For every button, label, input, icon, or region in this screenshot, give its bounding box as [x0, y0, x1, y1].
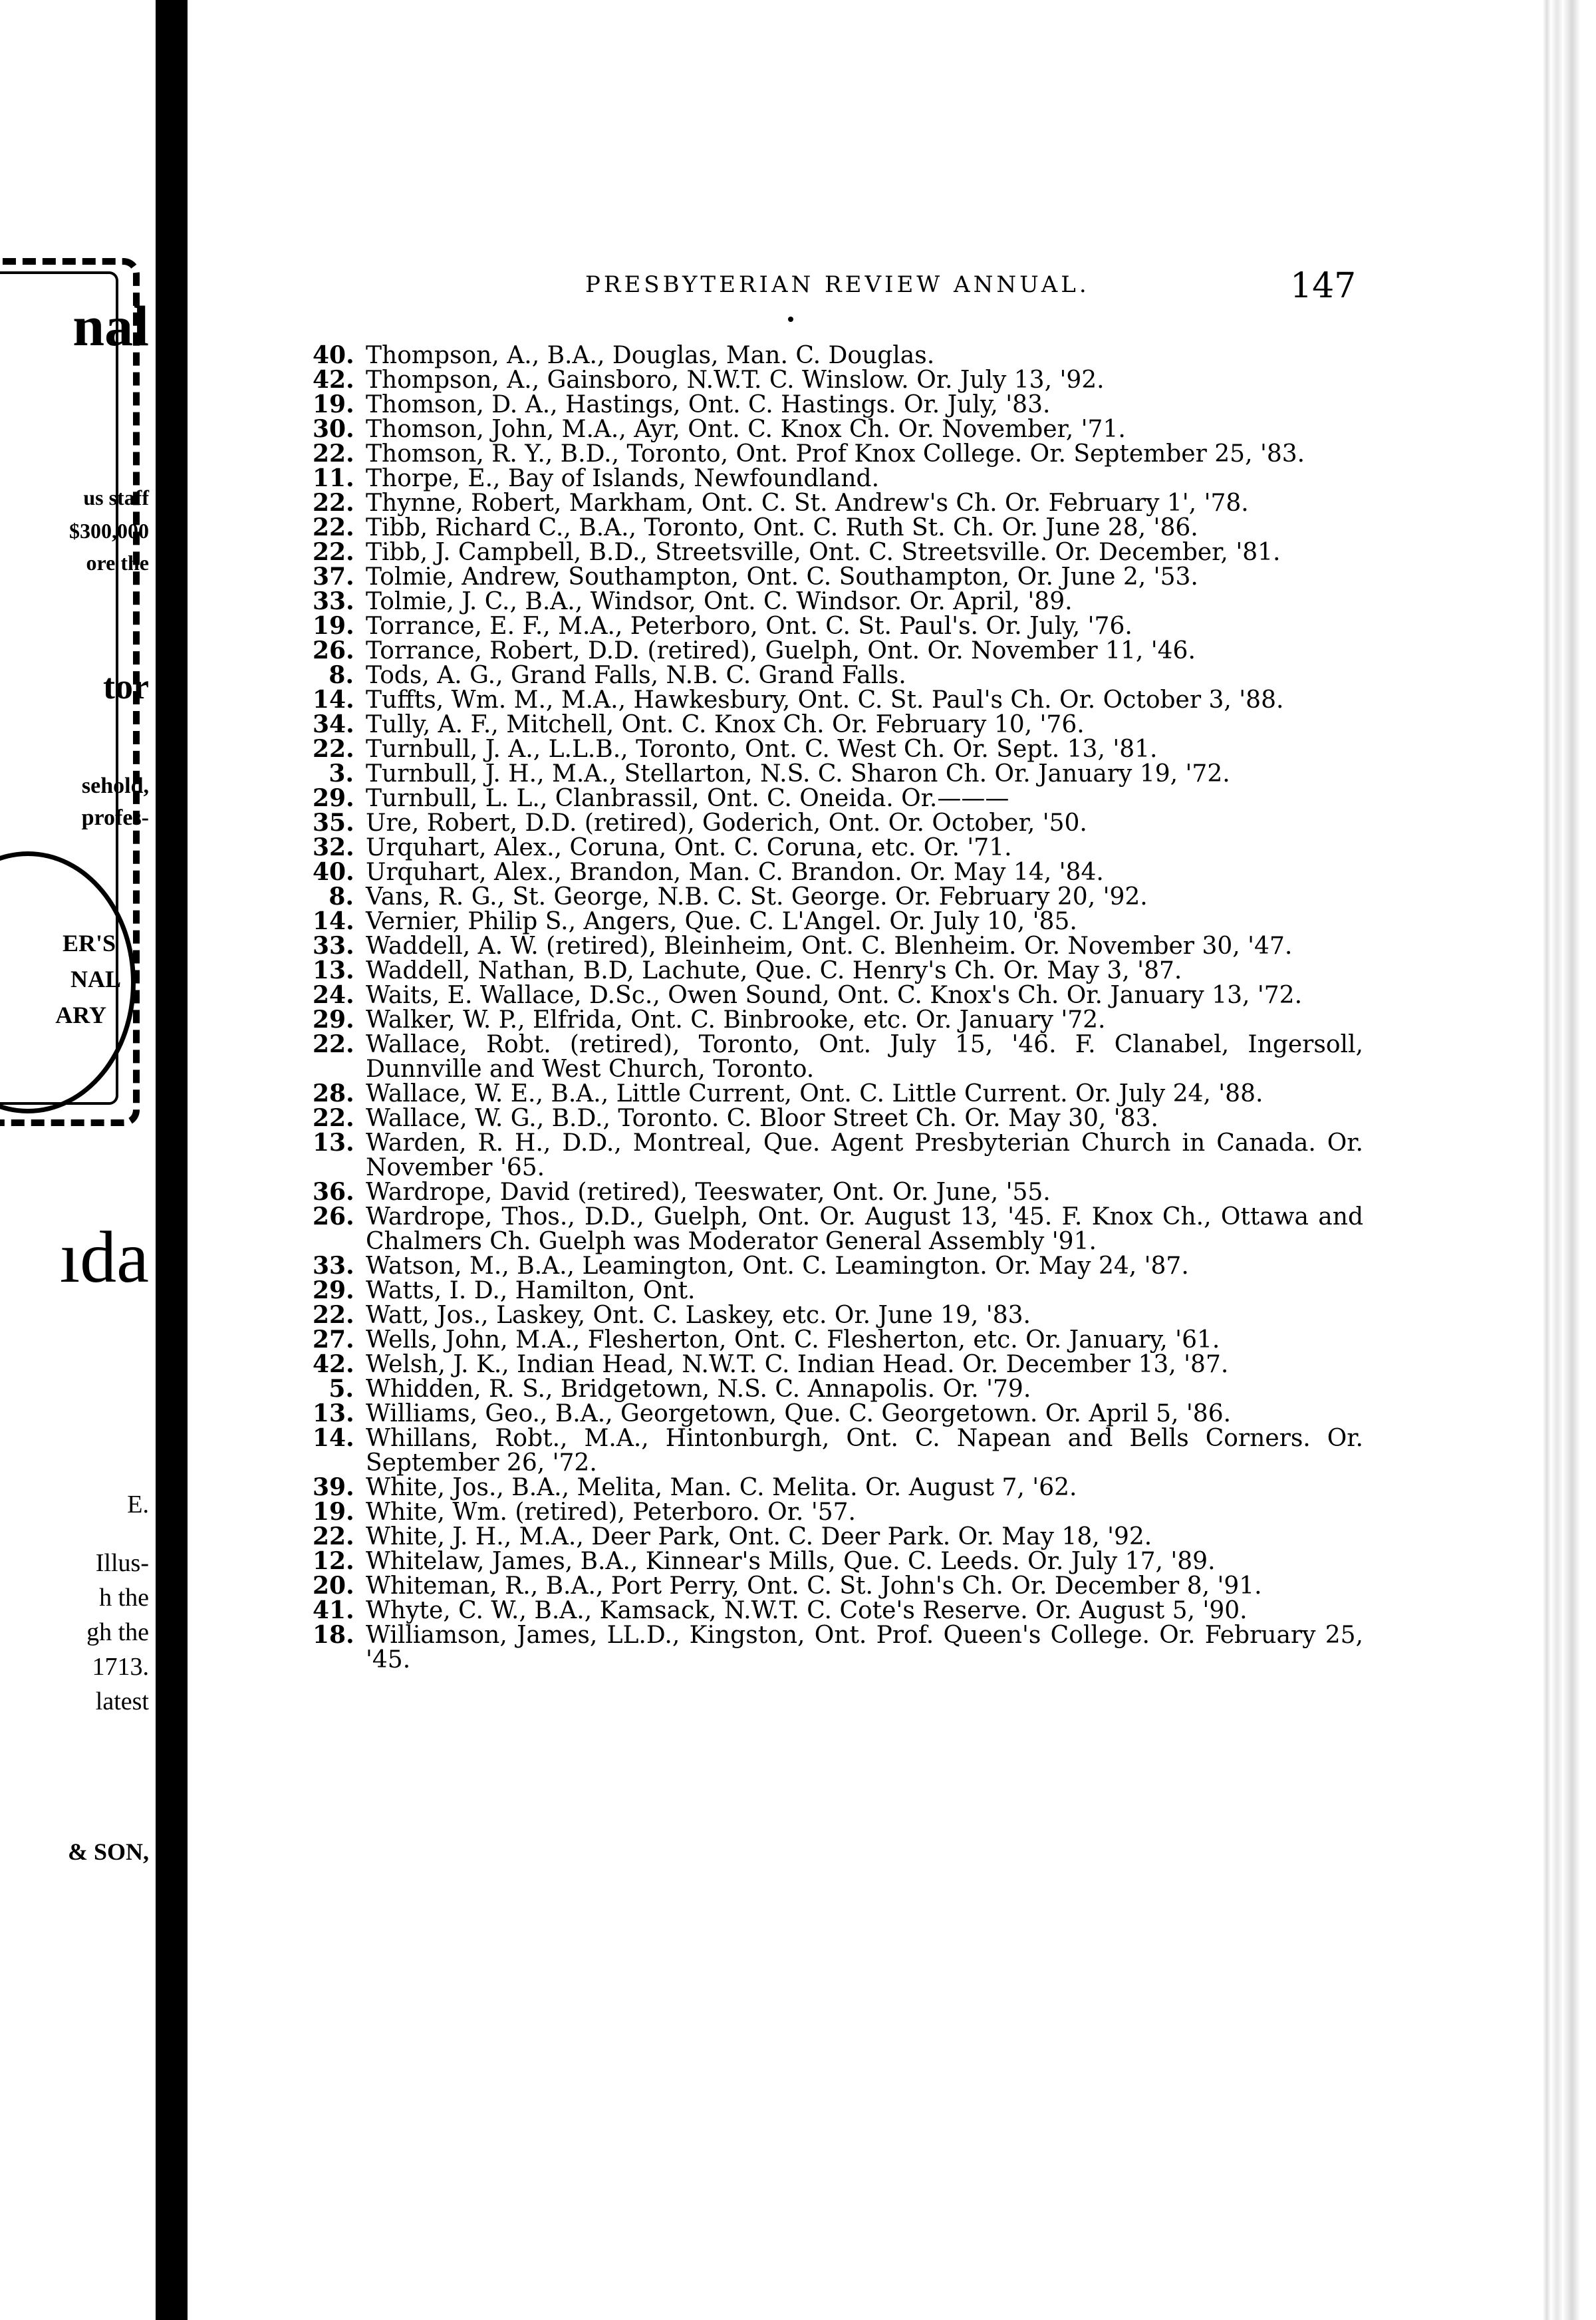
directory-entry: [313, 515, 1363, 540]
entry-text: Wallace, W. G., B.D., Toronto. C. Bloor Street Ch. Or. May 30, '83.: [366, 1105, 1158, 1132]
directory-entry: [313, 934, 1363, 958]
entry-text: Wardrope, Thos., D.D., Guelph, Ont. Or. August 13, '45. F. Knox Ch., Ottawa and Chalmers Ch. Guelph was Moderator General Assembly '91.: [366, 1203, 1363, 1255]
entry-number: 22.: [313, 1522, 354, 1550]
entry-text: Turnbull, J. H., M.A., Stellarton, N.S. C. Sharon Ch. Or. January 19, '72.: [366, 760, 1230, 788]
directory-entry: [313, 762, 1363, 786]
directory-entry: [313, 1623, 1363, 1672]
entry-number: 28.: [313, 1080, 354, 1107]
entry-number: 41.: [313, 1596, 354, 1624]
directory-entry: [313, 1426, 1363, 1475]
entry-text: Wallace, W. E., B.A., Little Current, Ont. C. Little Current. Or. July 24, '88.: [366, 1080, 1264, 1107]
entry-text: Warden, R. H., D.D., Montreal, Que. Agent Presbyterian Church in Canada. Or. November '65.: [366, 1129, 1363, 1181]
entry-number: 42.: [313, 366, 354, 394]
entry-number: 26.: [313, 637, 354, 664]
directory-entry: [313, 1131, 1363, 1180]
page-number: 147: [1290, 266, 1357, 306]
entry-text: Watt, Jos., Laskey, Ont. C. Laskey, etc. Or. June 19, '83.: [366, 1302, 1031, 1329]
entry-text: Torrance, Robert, D.D. (retired), Guelph, Ont. Or. November 11, '46.: [366, 637, 1196, 664]
entry-text: Waddell, A. W. (retired), Bleinheim, Ont. C. Blenheim. Or. November 30, '47.: [366, 933, 1293, 960]
page-edges: [1543, 0, 1596, 2320]
left-text-sehold: sehold,: [81, 774, 149, 798]
left-text-1713: 1713.: [92, 1653, 149, 1681]
directory-entry: [313, 958, 1363, 983]
entry-text: Turnbull, J. A., L.L.B., Toronto, Ont. C. West Ch. Or. Sept. 13, '81.: [366, 736, 1158, 763]
entry-number: 33.: [313, 587, 354, 615]
entry-number: 14.: [313, 686, 354, 714]
entry-number: 19.: [313, 1498, 354, 1526]
entry-number: 5.: [329, 1375, 354, 1403]
entry-text: Thomson, D. A., Hastings, Ont. C. Hastings. Or. July, '83.: [366, 391, 1051, 418]
entry-number: 29.: [313, 1276, 354, 1304]
entry-text: Walker, W. P., Elfrida, Ont. C. Binbrooke, etc. Or. January '72.: [366, 1006, 1106, 1034]
entry-text: Whitelaw, James, B.A., Kinnear's Mills, Que. C. Leeds. Or. July 17, '89.: [366, 1548, 1216, 1575]
directory-entry: [313, 1205, 1363, 1254]
entry-text: Wardrope, David (retired), Teeswater, Ont. Or. June, '55.: [366, 1179, 1051, 1206]
directory-entry: [313, 540, 1363, 565]
seal-text-ers: ER'S: [62, 930, 116, 956]
entry-text: Whidden, R. S., Bridgetown, N.S. C. Annapolis. Or. '79.: [366, 1376, 1031, 1403]
entry-text: Urquhart, Alex., Coruna, Ont. C. Coruna, etc. Or. '71.: [366, 834, 1012, 861]
entry-text: Whyte, C. W., B.A., Kamsack, N.W.T. C. Cote's Reserve. Or. August 5, '90.: [366, 1597, 1248, 1624]
entry-number: 36.: [313, 1178, 354, 1206]
directory-entry: [313, 1278, 1363, 1303]
entry-text: Urquhart, Alex., Brandon, Man. C. Brandon. Or. May 14, '84.: [366, 859, 1104, 886]
directory-entry: [313, 1549, 1363, 1574]
entry-text: Thorpe, E., Bay of Islands, Newfoundland.: [366, 465, 880, 492]
entry-number: 20.: [313, 1572, 354, 1600]
directory-entry: [313, 909, 1363, 934]
left-text-son: & SON,: [67, 1838, 149, 1865]
entry-number: 34.: [313, 710, 354, 738]
entry-text: Thompson, A., B.A., Douglas, Man. C. Douglas.: [366, 342, 935, 369]
entry-number: 14.: [313, 907, 354, 935]
header-ornament-dot: [788, 317, 793, 322]
entry-number: 12.: [313, 1547, 354, 1575]
left-text-e: E.: [127, 1491, 149, 1519]
entry-text: Whillans, Robt., M.A., Hintonburgh, Ont. C. Napean and Bells Corners. Or. September 26, '72.: [366, 1425, 1363, 1477]
entry-number: 22.: [313, 1030, 354, 1058]
directory-entry: [313, 1032, 1363, 1082]
entry-text: Vans, R. G., St. George, N.B. C. St. George. Or. February 20, '92.: [366, 883, 1148, 911]
entry-number: 3.: [329, 760, 354, 788]
directory-entry: [313, 1500, 1363, 1524]
left-text-profes: profes-: [81, 805, 149, 830]
entry-text: Torrance, E. F., M.A., Peterboro, Ont. C. St. Paul's. Or. July, '76.: [366, 613, 1132, 640]
entry-text: Tully, A. F., Mitchell, Ont. C. Knox Ch. Or. February 10, '76.: [366, 711, 1085, 738]
directory-entry: [313, 663, 1363, 688]
left-text-illus: Illus-: [95, 1549, 149, 1577]
entry-text: Thompson, A., Gainsboro, N.W.T. C. Winslow. Or. July 13, '92.: [366, 366, 1105, 394]
entry-number: 8.: [329, 661, 354, 689]
entry-text: Ure, Robert, D.D. (retired), Goderich, Ont. Or. October, '50.: [366, 809, 1087, 837]
entry-number: 29.: [313, 784, 354, 812]
entry-text: Tolmie, J. C., B.A., Windsor, Ont. C. Windsor. Or. April, '89.: [366, 588, 1073, 615]
entry-text: Tibb, J. Campbell, B.D., Streetsville, Ont. C. Streetsville. Or. December, '81.: [366, 539, 1281, 566]
entry-text: Wells, John, M.A., Flesherton, Ont. C. Flesherton, etc. Or. January, '61.: [366, 1326, 1220, 1354]
entry-number: 18.: [313, 1621, 354, 1649]
directory-entry: [313, 1352, 1363, 1377]
directory-entry: [313, 688, 1363, 712]
directory-entry: [313, 417, 1363, 442]
directory-entry: [313, 589, 1363, 614]
entry-text: White, Jos., B.A., Melita, Man. C. Melita. Or. August 7, '62.: [366, 1474, 1077, 1501]
left-text-latest: latest: [95, 1687, 149, 1715]
directory-entry: [313, 491, 1363, 515]
entry-text: Welsh, J. K., Indian Head, N.W.T. C. Indian Head. Or. December 13, '87.: [366, 1351, 1229, 1378]
entry-text: White, J. H., M.A., Deer Park, Ont. C. Deer Park. Or. May 18, '92.: [366, 1523, 1152, 1550]
entry-number: 22.: [313, 1104, 354, 1132]
entry-number: 8.: [329, 883, 354, 911]
entry-text: Tods, A. G., Grand Falls, N.B. C. Grand Falls.: [366, 662, 906, 689]
entry-text: Thomson, John, M.A., Ayr, Ont. C. Knox Ch. Or. November, '71.: [366, 416, 1126, 443]
directory-entry: [313, 1328, 1363, 1352]
entry-number: 27.: [313, 1326, 354, 1354]
left-text-amount: $300,000: [69, 519, 149, 543]
directory-entry: [313, 1475, 1363, 1500]
entry-number: 22.: [313, 440, 354, 468]
entry-number: 29.: [313, 1006, 354, 1034]
directory-entry: [313, 1082, 1363, 1106]
minister-directory-list: [313, 343, 1363, 1672]
directory-entry: [313, 565, 1363, 589]
directory-entry: [313, 811, 1363, 835]
directory-entry: [313, 835, 1363, 860]
entry-number: 11.: [313, 464, 354, 492]
directory-entry: [313, 737, 1363, 762]
directory-entry: [313, 1524, 1363, 1549]
directory-entry: [313, 466, 1363, 491]
entry-text: White, Wm. (retired), Peterboro. Or. '57.: [366, 1499, 856, 1526]
directory-entry: [313, 343, 1363, 368]
entry-number: 40.: [313, 858, 354, 886]
entry-number: 19.: [313, 390, 354, 418]
entry-text: Tuffts, Wm. M., M.A., Hawkesbury, Ont. C. St. Paul's Ch. Or. October 3, '88.: [366, 686, 1284, 714]
directory-entry: [313, 1008, 1363, 1032]
directory-entry: [313, 1106, 1363, 1131]
entry-number: 33.: [313, 932, 354, 960]
directory-entry: [313, 1254, 1363, 1278]
left-text-hthe: h the: [99, 1584, 149, 1612]
directory-entry: [313, 983, 1363, 1008]
entry-text: Thomson, R. Y., B.D., Toronto, Ont. Prof Knox College. Or. September 25, '83.: [366, 440, 1305, 468]
entry-number: 22.: [313, 735, 354, 763]
directory-entry: [313, 1598, 1363, 1623]
book-gutter: [156, 0, 188, 2320]
entry-text: Tibb, Richard C., B.A., Toronto, Ont. C. Ruth St. Ch. Or. June 28, '86.: [366, 514, 1198, 541]
entry-text: Tolmie, Andrew, Southampton, Ont. C. Southampton, Or. June 2, '53.: [366, 563, 1198, 591]
entry-number: 22.: [313, 538, 354, 566]
entry-number: 33.: [313, 1252, 354, 1280]
entry-text: Williams, Geo., B.A., Georgetown, Que. C. Georgetown. Or. April 5, '86.: [366, 1400, 1232, 1427]
directory-entry: [313, 1303, 1363, 1328]
directory-entry: [313, 368, 1363, 392]
entry-number: 13.: [313, 1129, 354, 1157]
entry-text: Waits, E. Wallace, D.Sc., Owen Sound, Ont. C. Knox's Ch. Or. January 13, '72.: [366, 982, 1303, 1009]
entry-number: 19.: [313, 612, 354, 640]
directory-entry: [313, 1574, 1363, 1598]
directory-entry: [313, 860, 1363, 885]
entry-number: 35.: [313, 809, 354, 837]
entry-number: 26.: [313, 1203, 354, 1231]
entry-number: 24.: [313, 981, 354, 1009]
left-page-fragment: [0, 0, 156, 2320]
entry-number: 40.: [313, 341, 354, 369]
directory-entry: [313, 392, 1363, 417]
running-header: PRESBYTERIAN REVIEW ANNUAL.: [585, 271, 1090, 298]
directory-entry: [313, 786, 1363, 811]
entry-text: Turnbull, L. L., Clanbrassil, Ont. C. Oneida. Or.———: [366, 785, 1009, 812]
entry-number: 32.: [313, 833, 354, 861]
left-text-ore: ore the: [86, 551, 149, 575]
entry-number: 13.: [313, 956, 354, 984]
entry-number: 39.: [313, 1473, 354, 1501]
left-text-ghthe: gh the: [86, 1618, 149, 1646]
entry-text: Whiteman, R., B.A., Port Perry, Ont. C. St. John's Ch. Or. December 8, '91.: [366, 1572, 1262, 1600]
entry-text: Vernier, Philip S., Angers, Que. C. L'Angel. Or. July 10, '85.: [366, 908, 1077, 935]
seal-text-nal: NAL: [70, 966, 121, 992]
entry-number: 13.: [313, 1399, 354, 1427]
seal-text-ary: ARY: [55, 1002, 106, 1028]
entry-number: 30.: [313, 415, 354, 443]
directory-entry: [313, 442, 1363, 466]
directory-entry: [313, 885, 1363, 909]
directory-entry: [313, 1180, 1363, 1205]
directory-entry: [313, 1377, 1363, 1401]
entry-number: 37.: [313, 563, 354, 591]
entry-text: Thynne, Robert, Markham, Ont. C. St. Andrew's Ch. Or. February 1', '78.: [366, 490, 1249, 517]
entry-text: Waddell, Nathan, B.D, Lachute, Que. C. Henry's Ch. Or. May 3, '87.: [366, 957, 1182, 984]
directory-entry: [313, 614, 1363, 639]
entry-text: Watts, I. D., Hamilton, Ont.: [366, 1277, 696, 1304]
entry-number: 22.: [313, 489, 354, 517]
left-heading-tor: tor: [103, 666, 149, 706]
entry-text: Wallace, Robt. (retired), Toronto, Ont. July 15, '46. F. Clanabel, Ingersoll, Dunnville and West Church, Toronto.: [366, 1031, 1363, 1083]
left-heading-ada: ıda: [59, 1217, 149, 1298]
directory-entry: [313, 1401, 1363, 1426]
left-heading-nal: nal: [72, 294, 149, 358]
left-text-staff: us staff: [83, 486, 149, 509]
entry-number: 22.: [313, 1301, 354, 1329]
entry-text: Williamson, James, LL.D., Kingston, Ont. Prof. Queen's College. Or. February 25, '45.: [366, 1622, 1363, 1673]
entry-text: Watson, M., B.A., Leamington, Ont. C. Leamington. Or. May 24, '87.: [366, 1252, 1189, 1280]
entry-number: 42.: [313, 1350, 354, 1378]
entry-number: 14.: [313, 1424, 354, 1452]
directory-entry: [313, 712, 1363, 737]
directory-entry: [313, 639, 1363, 663]
entry-number: 22.: [313, 513, 354, 541]
